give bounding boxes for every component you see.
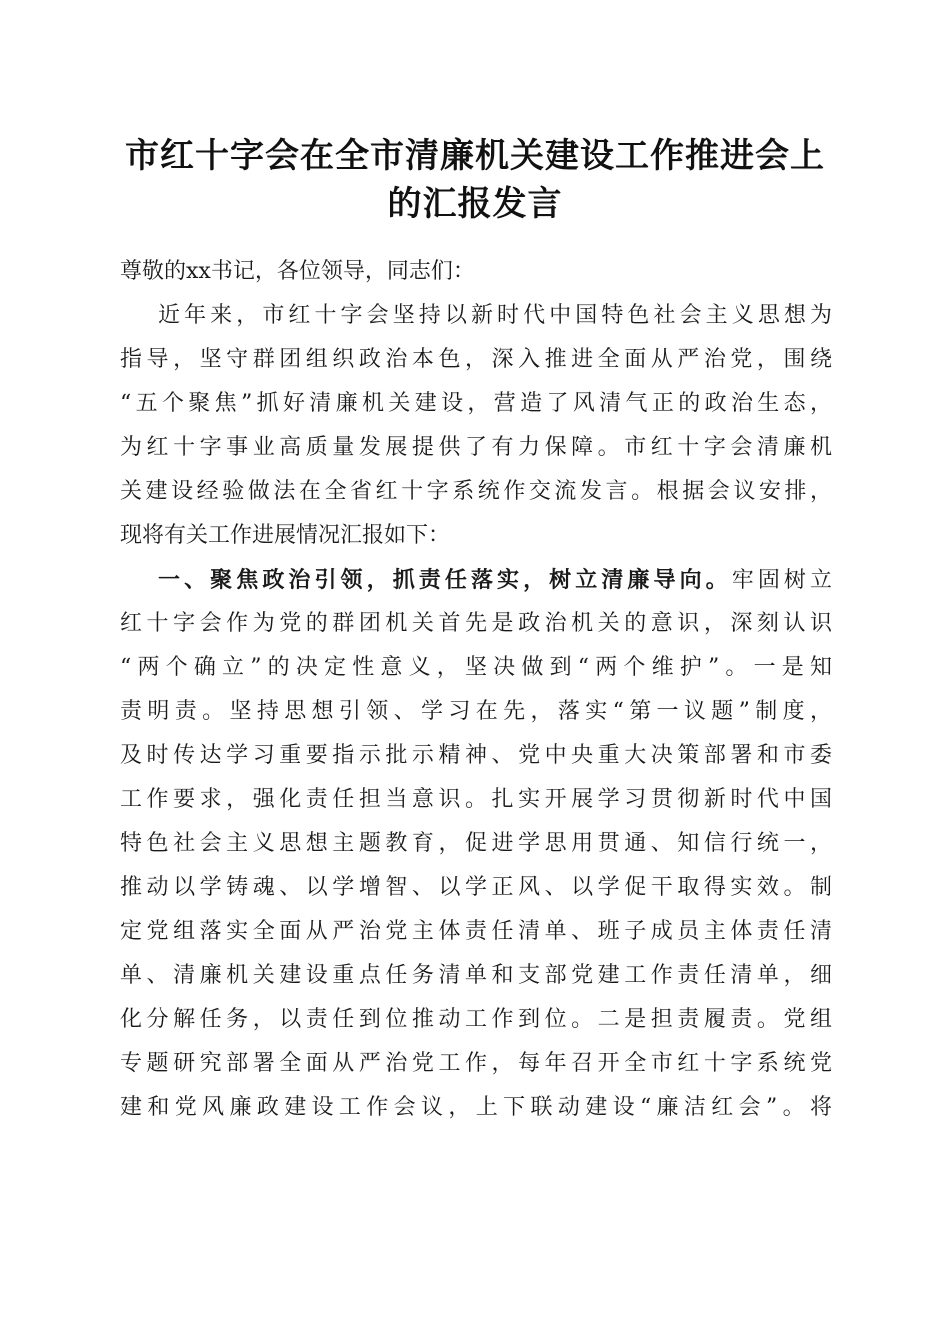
section1-line-4: 及时传达学习重要指示批示精神、党中央重大决策部署和市委	[120, 743, 832, 768]
intro-line-1: 近年来，市红十字会坚持以新时代中国特色社会主义思想为	[158, 303, 832, 328]
section1-line-3: 责明责。坚持思想引领、学习在先，落实“第一议题”制度，	[120, 699, 832, 724]
section1-line-11: 专题研究部署全面从严治党工作，每年召开全市红十字系统党	[120, 1051, 832, 1076]
section1-line-5: 工作要求，强化责任担当意识。扎实开展学习贯彻新时代中国	[120, 787, 832, 812]
intro-line-6: 现将有关工作进展情况汇报如下：	[120, 523, 451, 548]
section1-line-2: “两个确立”的决定性意义，坚决做到“两个维护”。一是知	[120, 655, 832, 680]
intro-line-4: 为红十字事业高质量发展提供了有力保障。市红十字会清廉机	[120, 435, 832, 460]
document-title	[100, 132, 850, 228]
section1-line-10: 化分解任务，以责任到位推动工作到位。二是担责履责。党组	[120, 1007, 832, 1032]
intro-line-3: “五个聚焦”抓好清廉机关建设，营造了风清气正的政治生态，	[120, 391, 832, 416]
section1-line-6: 特色社会主义思想主题教育，促进学思用贯通、知信行统一，	[120, 831, 832, 856]
section1-line-9: 单、清廉机关建设重点任务清单和支部党建工作责任清单，细	[120, 963, 832, 988]
section1-first-line	[120, 558, 832, 602]
document-body	[120, 250, 832, 1130]
intro-line-2: 指导，坚守群团组织政治本色，深入推进全面从严治党，围绕	[120, 347, 832, 372]
title-line-2: 的汇报发言	[387, 184, 563, 224]
title-line-1: 市红十字会在全市清廉机关建设工作推进会上	[125, 136, 825, 176]
section1-line-12: 建和党风廉政建设工作会议，上下联动建设“廉洁红会”。将	[120, 1095, 832, 1120]
section1-line-7: 推动以学铸魂、以学增智、以学正风、以学促干取得实效。制	[120, 875, 832, 900]
section1-first-line-rest: 牢固树立	[731, 568, 832, 593]
section1-heading: 一、聚焦政治引领，抓责任落实，树立清廉导向。	[158, 567, 732, 593]
section1-line-1: 红十字会作为党的群团机关首先是政治机关的意识，深刻认识	[120, 611, 832, 636]
intro-line-5: 关建设经验做法在全省红十字系统作交流发言。根据会议安排，	[120, 479, 832, 504]
salutation: 尊敬的xx书记，各位领导，同志们：	[120, 259, 475, 284]
section1-line-8: 定党组落实全面从严治党主体责任清单、班子成员主体责任清	[120, 919, 832, 944]
